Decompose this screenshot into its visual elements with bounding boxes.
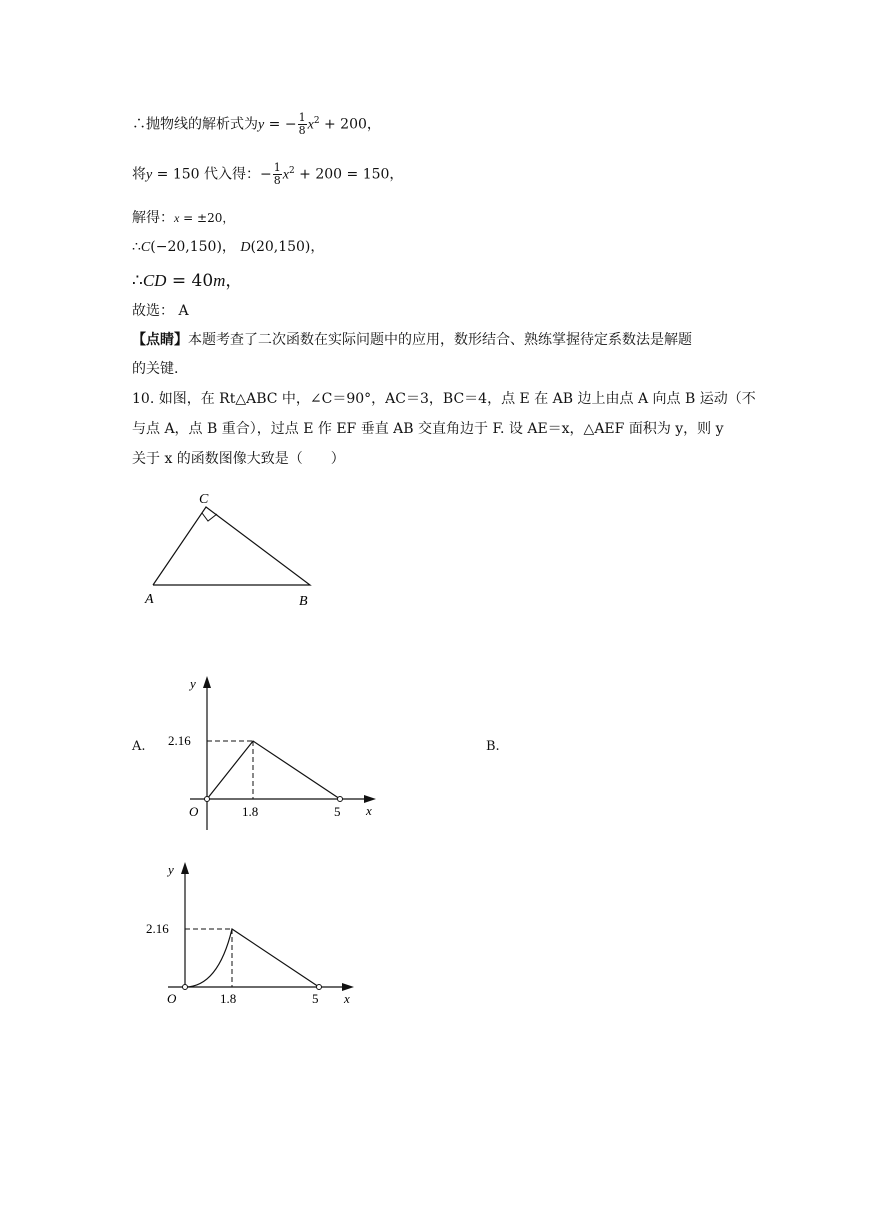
- x-axis-label: x: [366, 803, 372, 818]
- open-point-end: [338, 797, 343, 802]
- var-y: y: [258, 117, 265, 133]
- exponent: 2: [313, 115, 320, 126]
- comment-line-2: 的关键.: [132, 361, 179, 377]
- numerator: 1: [298, 111, 306, 124]
- denominator: 8: [298, 124, 306, 137]
- text: 解得：: [132, 210, 174, 226]
- y-tick-label: 2.16: [168, 733, 191, 748]
- solution-line-1: [132, 112, 381, 137]
- solution-line-3: [132, 207, 234, 227]
- point-c: C: [140, 240, 151, 255]
- text: = 40: [166, 271, 214, 291]
- text: 将: [132, 166, 146, 183]
- y-axis-arrow: [181, 862, 189, 874]
- text: + 200 = 150，: [294, 166, 404, 183]
- var-y: y: [146, 167, 153, 183]
- x-tick-label-2: 5: [312, 991, 319, 1006]
- text: ∴抛物线的解析式为: [132, 116, 258, 133]
- point-d: D: [240, 240, 251, 255]
- label-b: B: [299, 594, 308, 609]
- text: ∴: [132, 271, 143, 291]
- comment-line-1: [132, 329, 692, 349]
- text: = −: [264, 116, 297, 133]
- function-curve: [207, 741, 340, 799]
- label-c: C: [199, 492, 209, 507]
- text: −: [260, 166, 272, 183]
- question-line-1: 10. 如图，在 Rt△ABC 中，∠C＝90°，AC＝3，BC＝4，点 E 在 AB 边上由点 A 向点 B 运动（不: [132, 391, 756, 407]
- open-point-origin: [205, 797, 210, 802]
- text: (20,150)，: [250, 239, 325, 255]
- numerator: 1: [273, 161, 281, 174]
- solution-line-2: [132, 162, 403, 187]
- y-axis-label: y: [190, 676, 196, 691]
- open-point-end: [317, 985, 322, 990]
- y-axis-label: y: [168, 862, 174, 877]
- x-axis-label: x: [344, 991, 350, 1006]
- var-x: x: [174, 211, 180, 225]
- y-axis-arrow: [203, 676, 211, 688]
- answer-line: 故选： A: [132, 303, 189, 319]
- graph-option-b: [138, 858, 368, 1018]
- solution-line-5: [132, 266, 242, 291]
- triangle-outline: [153, 507, 310, 585]
- comment-bracket: 【点睛】: [132, 332, 188, 348]
- label-a: A: [145, 592, 154, 607]
- x-tick-label-2: 5: [334, 804, 341, 819]
- x-tick-label-1: 1.8: [220, 991, 237, 1006]
- question-line-3: 关于 x 的函数图像大致是（ ）: [132, 451, 345, 467]
- open-point-origin: [183, 985, 188, 990]
- solution-line-4: [132, 236, 324, 256]
- option-b-label: B.: [486, 739, 500, 754]
- x-tick-label-1: 1.8: [242, 804, 259, 819]
- exponent: 2: [288, 165, 295, 176]
- segment-cd: CD: [142, 271, 167, 290]
- text: + 200，: [319, 116, 381, 133]
- text: (−20,150)，: [150, 239, 236, 255]
- text: = ±20，: [179, 211, 235, 225]
- origin-label: O: [189, 804, 199, 819]
- text: 本题考查了二次函数在实际问题中的应用，数形结合、熟练掌握待定系数法是解题: [188, 332, 692, 348]
- fraction: [273, 162, 282, 187]
- y-tick-label: 2.16: [146, 921, 169, 936]
- fraction: [298, 112, 307, 137]
- graph-option-a: [160, 672, 390, 832]
- text: ∴: [132, 239, 141, 255]
- var-x: x: [282, 167, 289, 183]
- function-curve: [185, 929, 319, 987]
- text: = 150 代入得：: [152, 166, 261, 183]
- x-axis-arrow: [364, 795, 376, 803]
- unit-m: m: [213, 271, 226, 290]
- origin-label: O: [167, 991, 177, 1006]
- option-a-label: A.: [132, 739, 146, 754]
- text: ，: [225, 271, 243, 291]
- var-x: x: [307, 117, 314, 133]
- denominator: 8: [273, 174, 281, 187]
- triangle-figure: [140, 485, 330, 610]
- question-line-2: 与点 A，点 B 重合），过点 E 作 EF 垂直 AB 交直角边于 F. 设 AE＝x，△AEF 面积为 y，则 y: [132, 421, 724, 437]
- x-axis-arrow: [342, 983, 354, 991]
